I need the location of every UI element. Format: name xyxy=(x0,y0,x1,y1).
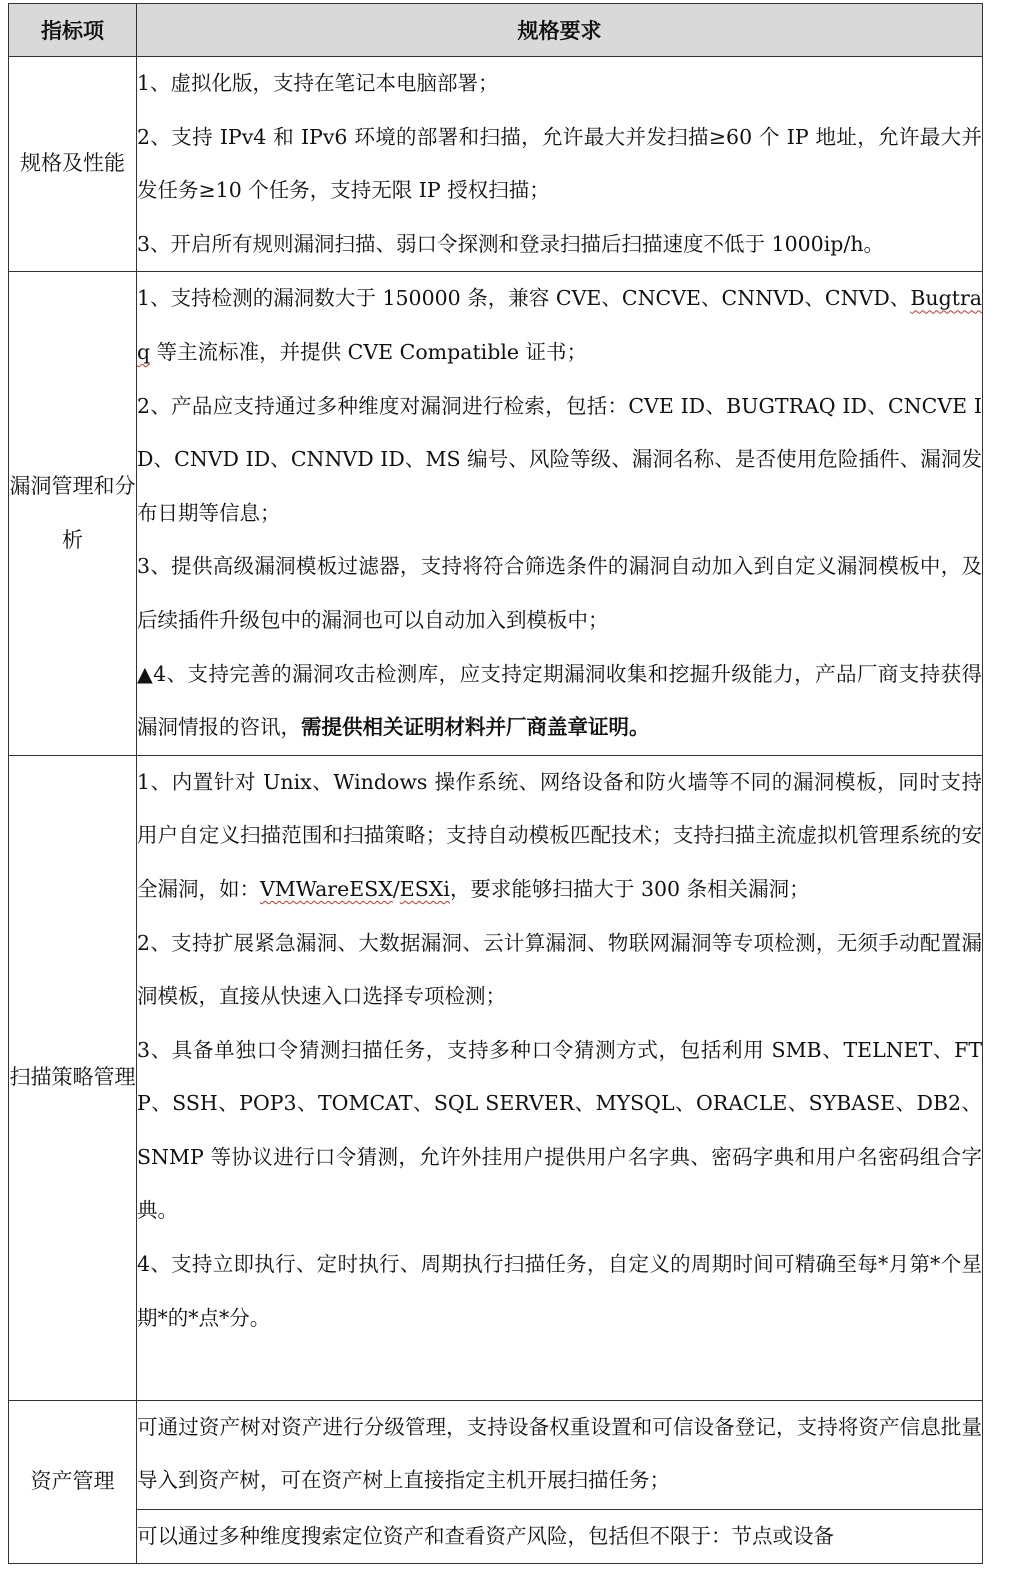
header-label-col: 指标项 xyxy=(9,4,137,57)
row-label-asset-management: 资产管理 xyxy=(9,1400,137,1564)
row-label-spec-performance: 规格及性能 xyxy=(9,57,137,272)
table-row xyxy=(9,755,983,1400)
paragraph: 2、支持扩展紧急漏洞、大数据漏洞、云计算漏洞、物联网漏洞等专项检测，无须手动配置漏洞模板，直接从快速入口选择专项检测； xyxy=(137,930,982,1009)
text-segment: 等主流标准，并提供 CVE Compatible 证书； xyxy=(150,339,588,364)
paragraph: 2、支持 IPv4 和 IPv6 环境的部署和扫描，允许最大并发扫描≥60 个 IP 地址，允许最大并发任务≥10 个任务，支持无限 IP 授权扫描； xyxy=(137,124,982,203)
paragraph: 3、具备单独口令猜测扫描任务，支持多种口令猜测方式，包括利用 SMB、TELNET、FTP、SSH、POP3、TOMCAT、SQL SERVER、MYSQL、ORACLE、SYBASE、DB2、SNMP 等协议进行口令猜测，允许外挂用户提供用户名字典、密码字典和用户名密码组合字典。 xyxy=(137,1037,982,1223)
text-segment: 1、内置针对 Unix、Windows 操作系统、网络设备和防火墙等不同的漏洞模板，同时支持用户自定义扫描范围和扫描策略；支持自动模板匹配技术；支持扫描主流虚拟机管理系统的安全漏洞，如： xyxy=(137,769,982,901)
table-row xyxy=(9,272,983,755)
paragraph: 可以通过多种维度搜索定位资产和查看资产风险，包括但不限于：节点或设备 xyxy=(137,1523,834,1548)
spec-table xyxy=(8,3,983,1564)
row-content-scan-policy xyxy=(137,755,983,1400)
table-row xyxy=(9,1509,983,1564)
spellcheck-underlined-term: VMWareESX xyxy=(260,876,393,901)
row-content-asset-search xyxy=(137,1509,983,1564)
table-row xyxy=(9,57,983,272)
row-content-spec-performance xyxy=(137,57,983,272)
spellcheck-underlined-term: ESXi xyxy=(399,876,450,901)
row-label-scan-policy: 扫描策略管理 xyxy=(9,755,137,1400)
text-segment: / xyxy=(392,876,400,901)
paragraph: 1、虚拟化版，支持在笔记本电脑部署； xyxy=(137,71,499,95)
row-content-vuln-management xyxy=(137,272,983,755)
table-row xyxy=(9,1400,983,1509)
paragraph xyxy=(137,648,982,755)
table-header-row xyxy=(9,4,983,57)
paragraph: 2、产品应支持通过多种维度对漏洞进行检索，包括：CVE ID、BUGTRAQ ID、CNCVE ID、CNVD ID、CNNVD ID、MS 编号、风险等级、漏洞名称、是否使用危险插件、漏洞发布日期等信息； xyxy=(137,393,982,525)
paragraph xyxy=(137,272,982,379)
paragraph: 3、提供高级漏洞模板过滤器，支持将符合筛选条件的漏洞自动加入到自定义漏洞模板中，及后续插件升级包中的漏洞也可以自动加入到模板中； xyxy=(137,554,982,632)
row-content-asset-management xyxy=(137,1400,983,1509)
paragraph: 4、支持立即执行、定时执行、周期执行扫描任务，自定义的周期时间可精确至每*月第*个星期*的*点*分。 xyxy=(137,1252,982,1330)
bold-requirement-text: 需提供相关证明材料并厂商盖章证明。 xyxy=(301,715,650,740)
header-content-col: 规格要求 xyxy=(137,4,983,57)
text-segment: 1、支持检测的漏洞数大于 150000 条，兼容 CVE、CNCVE、CNNVD、CNVD、 xyxy=(137,286,911,311)
paragraph xyxy=(137,756,982,917)
spellcheck-underlined-term: Bugtraq xyxy=(137,286,982,364)
paragraph: 可通过资产树对资产进行分级管理，支持设备权重设置和可信设备登记，支持将资产信息批量导入到资产树，可在资产树上直接指定主机开展扫描任务； xyxy=(137,1414,982,1493)
text-segment: ，要求能够扫描大于 300 条相关漏洞； xyxy=(449,876,810,901)
text-segment: ▲4、支持完善的漏洞攻击检测库，应支持定期漏洞收集和挖掘升级能力，产品厂商支持获得漏洞情报的咨讯， xyxy=(137,661,982,740)
paragraph: 3、开启所有规则漏洞扫描、弱口令探测和登录扫描后扫描速度不低于 1000ip/h。 xyxy=(137,231,885,256)
row-label-vuln-management: 漏洞管理和分析 xyxy=(9,272,137,755)
